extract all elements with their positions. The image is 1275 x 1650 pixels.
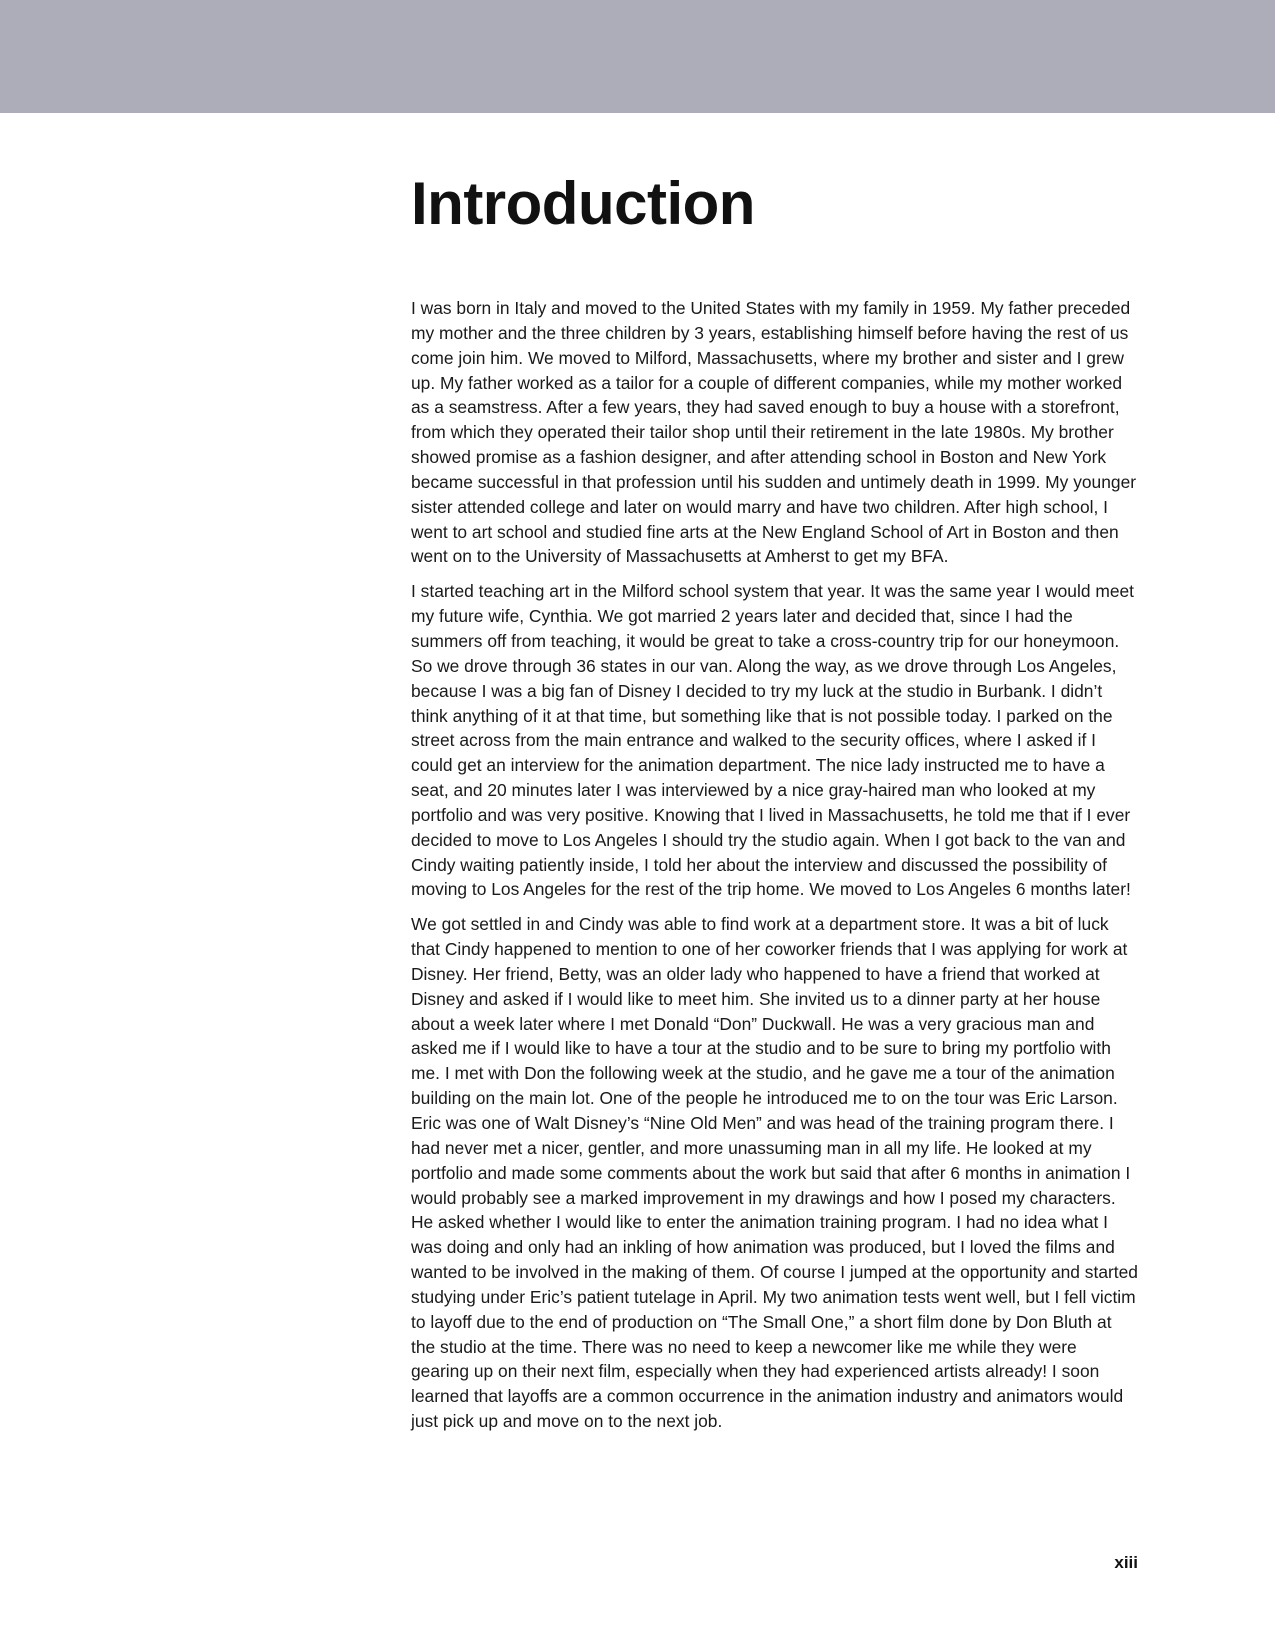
page-number: xiii <box>1114 1553 1138 1572</box>
paragraph-3: We got settled in and Cindy was able to find work at a department store. It was a bit of luck that Cindy happened to mention to one of her coworker friends that I was applying for work at Disney. Her friend, Betty, was an older lady who happened to have a friend that worked at Disney and asked if I would like to meet him. She invited us to a dinner party at her house about a week later where I met Donald “Don” Duckwall. He was a very gracious man and asked me if I would like to have a tour at the studio and to be sure to bring my portfolio with me. I met with Don the following week at the studio, and he gave me a tour of the animation building on the main lot. One of the people he introduced me to on the tour was Eric Larson. Eric was one of Walt Disney’s “Nine Old Men” and was head of the training program there. I had never met a nicer, gentler, and more unassuming man in all my life. He looked at my portfolio and made some comments about the work but said that after 6 months in animation I would probably see a marked improvement in my drawings and how I posed my characters. He asked whether I would like to enter the animation training program. I had no idea what I was doing and only had an inkling of how animation was produced, but I loved the films and wanted to be involved in the making of them. Of course I jumped at the opportunity and started studying under Eric’s patient tutelage in April. My two animation tests went well, but I fell victim to layoff due to the end of production on “The Small One,” a short film done by Don Bluth at the studio at the time. There was no need to keep a newcomer like me while they were gearing up on their next film, especially when they had experienced artists already! I soon learned that layoffs are a common occurrence in the animation industry and animators would just pick up and move on to the next job. <box>411 914 1138 1432</box>
header-band <box>0 0 1275 113</box>
paragraph-2: I started teaching art in the Milford school system that year. It was the same year I would meet my future wife, Cynthia. We got married 2 years later and decided that, since I had the summers off from teaching, it would be great to take a cross-country trip for our honeymoon. So we drove through 36 states in our van. Along the way, as we drove through Los Angeles, because I was a big fan of Disney I decided to try my luck at the studio in Burbank. I didn’t think anything of it at that time, but something like that is not possible today. I parked on the street across from the main entrance and walked to the security offices, where I asked if I could get an interview for the animation department. The nice lady instructed me to have a seat, and 20 minutes later I was interviewed by a nice gray-haired man who looked at my portfolio and was very positive. Knowing that I lived in Massachusetts, he told me that if I ever decided to move to Los Angeles I should try the studio again. When I got back to the van and Cindy waiting patiently inside, I told her about the interview and discussed the possibility of moving to Los Angeles for the rest of the trip home. We moved to Los Angeles 6 months later! <box>411 581 1135 900</box>
body-text <box>411 296 1139 1444</box>
paragraph-1: I was born in Italy and moved to the United States with my family in 1959. My father preceded my mother and the three children by 3 years, establishing himself before having the rest of us come join him. We moved to Milford, Massachusetts, where my brother and sister and I grew up. My father worked as a tailor for a couple of different companies, while my mother worked as a seamstress. After a few years, they had saved enough to buy a house with a storefront, from which they operated their tailor shop until their retirement in the late 1980s. My brother showed promise as a fashion designer, and after attending school in Boston and New York became successful in that profession until his sudden and untimely death in 1999. My younger sister attended college and later on would marry and have two children. After high school, I went to art school and studied fine arts at the New England School of Art in Boston and then went on to the University of Massachusetts at Amherst to get my BFA. <box>411 298 1137 567</box>
page-title: Introduction <box>411 170 755 237</box>
